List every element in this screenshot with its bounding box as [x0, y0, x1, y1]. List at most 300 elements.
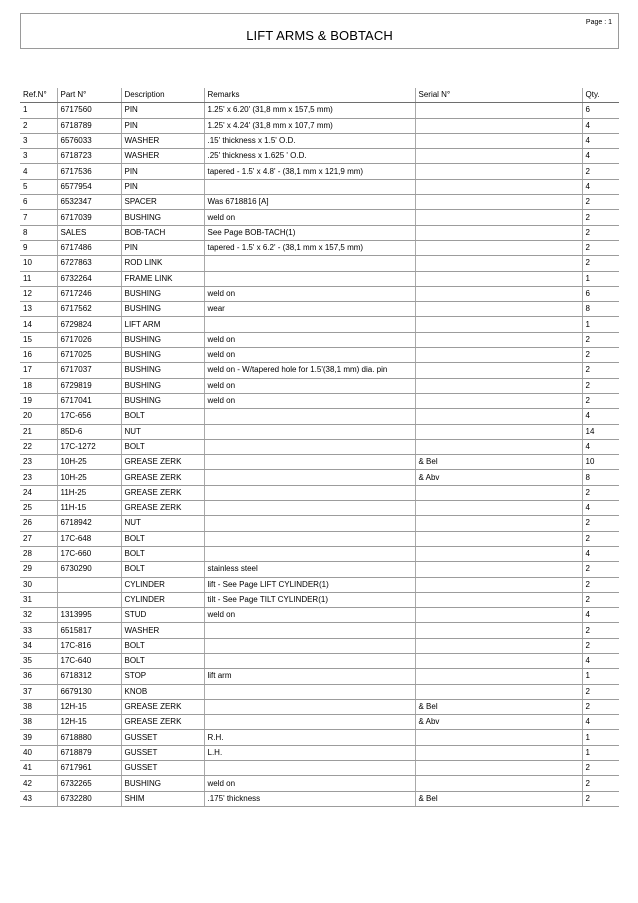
part-no-cell: 6717025	[57, 348, 121, 363]
table-row	[20, 715, 619, 730]
remarks-cell: tilt - See Page TILT CYLINDER(1)	[204, 592, 415, 607]
remarks-cell: weld on	[204, 210, 415, 225]
serial-no-cell: & Bel	[415, 455, 582, 470]
part-no-cell: 6717026	[57, 332, 121, 347]
ref-no-cell: 11	[20, 271, 57, 286]
serial-no-cell	[415, 776, 582, 791]
qty-cell: 4	[582, 149, 619, 164]
remarks-cell: weld on	[204, 776, 415, 791]
description-cell: WASHER	[121, 149, 204, 164]
part-no-cell: 10H-25	[57, 455, 121, 470]
ref-no-cell: 23	[20, 455, 57, 470]
remarks-cell: weld on	[204, 348, 415, 363]
ref-no-cell: 26	[20, 516, 57, 531]
description-cell: BOLT	[121, 638, 204, 653]
qty-cell: 4	[582, 653, 619, 668]
table-row	[20, 745, 619, 760]
ref-no-cell: 30	[20, 577, 57, 592]
serial-no-cell	[415, 256, 582, 271]
remarks-cell: 1.25' x 6.20' (31,8 mm x 157,5 mm)	[204, 103, 415, 118]
remarks-cell: weld on	[204, 378, 415, 393]
table-row	[20, 516, 619, 531]
part-no-cell: 17C-660	[57, 546, 121, 561]
serial-no-cell	[415, 149, 582, 164]
remarks-cell	[204, 516, 415, 531]
qty-cell: 4	[582, 439, 619, 454]
description-cell: PIN	[121, 179, 204, 194]
table-row	[20, 776, 619, 791]
remarks-cell: lift arm	[204, 669, 415, 684]
part-no-cell: 6532347	[57, 195, 121, 210]
qty-cell: 2	[582, 699, 619, 714]
serial-no-cell	[415, 653, 582, 668]
description-cell: BUSHING	[121, 286, 204, 301]
qty-cell: 2	[582, 638, 619, 653]
description-cell: FRAME LINK	[121, 271, 204, 286]
remarks-cell: .15' thickness x 1.5' O.D.	[204, 133, 415, 148]
part-no-cell: 6717536	[57, 164, 121, 179]
ref-no-cell: 41	[20, 761, 57, 776]
remarks-cell	[204, 546, 415, 561]
description-cell: LIFT ARM	[121, 317, 204, 332]
qty-cell: 4	[582, 179, 619, 194]
ref-no-cell: 8	[20, 225, 57, 240]
ref-no-cell: 36	[20, 669, 57, 684]
serial-no-cell	[415, 348, 582, 363]
serial-no-cell	[415, 332, 582, 347]
table-row	[20, 531, 619, 546]
ref-no-cell: 16	[20, 348, 57, 363]
table-row	[20, 608, 619, 623]
remarks-cell	[204, 761, 415, 776]
serial-no-cell	[415, 562, 582, 577]
part-no-cell: SALES	[57, 225, 121, 240]
part-no-cell: 6727863	[57, 256, 121, 271]
remarks-cell: weld on	[204, 286, 415, 301]
qty-cell: 2	[582, 623, 619, 638]
qty-cell: 2	[582, 378, 619, 393]
remarks-cell	[204, 501, 415, 516]
table-row	[20, 240, 619, 255]
qty-cell: 2	[582, 516, 619, 531]
table-row	[20, 317, 619, 332]
ref-no-cell: 43	[20, 791, 57, 806]
description-cell: BOLT	[121, 531, 204, 546]
table-row	[20, 653, 619, 668]
remarks-cell: weld on - W/tapered hole for 1.5'(38,1 mm) dia. pin	[204, 363, 415, 378]
serial-no-cell	[415, 210, 582, 225]
serial-no-cell	[415, 409, 582, 424]
description-cell: STUD	[121, 608, 204, 623]
table-row	[20, 455, 619, 470]
qty-cell: 8	[582, 470, 619, 485]
ref-no-cell: 38	[20, 699, 57, 714]
part-no-cell: 6718312	[57, 669, 121, 684]
serial-no-cell	[415, 745, 582, 760]
serial-no-cell	[415, 393, 582, 408]
table-row	[20, 501, 619, 516]
table-row	[20, 638, 619, 653]
table-row	[20, 195, 619, 210]
ref-no-cell: 24	[20, 485, 57, 500]
qty-cell: 2	[582, 531, 619, 546]
description-cell: SHIM	[121, 791, 204, 806]
qty-cell: 2	[582, 164, 619, 179]
remarks-cell	[204, 179, 415, 194]
ref-no-cell: 13	[20, 302, 57, 317]
qty-cell: 2	[582, 363, 619, 378]
serial-no-cell	[415, 133, 582, 148]
qty-cell: 2	[582, 684, 619, 699]
serial-no-cell: & Abv	[415, 715, 582, 730]
table-row	[20, 730, 619, 745]
table-row	[20, 546, 619, 561]
qty-cell: 4	[582, 409, 619, 424]
serial-no-cell	[415, 592, 582, 607]
serial-no-cell	[415, 378, 582, 393]
serial-no-cell	[415, 761, 582, 776]
description-cell: BUSHING	[121, 378, 204, 393]
part-no-cell: 11H-25	[57, 485, 121, 500]
ref-no-cell: 5	[20, 179, 57, 194]
part-no-cell: 6718723	[57, 149, 121, 164]
qty-cell: 2	[582, 225, 619, 240]
description-cell: SPACER	[121, 195, 204, 210]
ref-no-cell: 34	[20, 638, 57, 653]
description-cell: GREASE ZERK	[121, 699, 204, 714]
part-no-cell: 6576033	[57, 133, 121, 148]
table-row	[20, 210, 619, 225]
remarks-cell: tapered - 1.5' x 4.8' - (38,1 mm x 121,9 mm)	[204, 164, 415, 179]
ref-no-cell: 25	[20, 501, 57, 516]
serial-no-cell	[415, 623, 582, 638]
table-row	[20, 669, 619, 684]
part-no-cell: 6718789	[57, 118, 121, 133]
part-no-cell: 6732265	[57, 776, 121, 791]
ref-no-cell: 3	[20, 149, 57, 164]
serial-no-cell	[415, 669, 582, 684]
part-no-cell: 6717486	[57, 240, 121, 255]
table-row	[20, 286, 619, 301]
part-no-cell: 6732264	[57, 271, 121, 286]
serial-no-cell	[415, 240, 582, 255]
qty-cell: 2	[582, 256, 619, 271]
part-no-cell: 6577954	[57, 179, 121, 194]
qty-cell: 14	[582, 424, 619, 439]
column-header-description: Description	[121, 88, 204, 103]
part-no-cell: 6717037	[57, 363, 121, 378]
serial-no-cell	[415, 195, 582, 210]
description-cell: WASHER	[121, 623, 204, 638]
serial-no-cell	[415, 531, 582, 546]
ref-no-cell: 3	[20, 133, 57, 148]
description-cell: KNOB	[121, 684, 204, 699]
ref-no-cell: 17	[20, 363, 57, 378]
description-cell: BUSHING	[121, 393, 204, 408]
qty-cell: 2	[582, 592, 619, 607]
part-no-cell: 17C-640	[57, 653, 121, 668]
qty-cell: 2	[582, 791, 619, 806]
table-row	[20, 409, 619, 424]
serial-no-cell	[415, 501, 582, 516]
qty-cell: 2	[582, 240, 619, 255]
parts-table-body	[20, 103, 619, 807]
part-no-cell: 17C-816	[57, 638, 121, 653]
qty-cell: 1	[582, 745, 619, 760]
table-row	[20, 225, 619, 240]
column-header-part-no: Part N°	[57, 88, 121, 103]
remarks-cell: weld on	[204, 332, 415, 347]
qty-cell: 2	[582, 776, 619, 791]
page-number: Page : 1	[585, 19, 612, 26]
ref-no-cell: 6	[20, 195, 57, 210]
part-no-cell: 6717961	[57, 761, 121, 776]
part-no-cell: 17C-648	[57, 531, 121, 546]
qty-cell: 1	[582, 730, 619, 745]
qty-cell: 4	[582, 546, 619, 561]
serial-no-cell	[415, 638, 582, 653]
serial-no-cell	[415, 103, 582, 118]
part-no-cell: 6717562	[57, 302, 121, 317]
serial-no-cell	[415, 546, 582, 561]
table-row	[20, 393, 619, 408]
table-row	[20, 485, 619, 500]
part-no-cell: 6717041	[57, 393, 121, 408]
description-cell: BUSHING	[121, 776, 204, 791]
remarks-cell	[204, 715, 415, 730]
table-row	[20, 118, 619, 133]
qty-cell: 1	[582, 271, 619, 286]
description-cell: BOLT	[121, 439, 204, 454]
serial-no-cell	[415, 439, 582, 454]
description-cell: PIN	[121, 240, 204, 255]
serial-no-cell: & Bel	[415, 699, 582, 714]
remarks-cell	[204, 623, 415, 638]
description-cell: WASHER	[121, 133, 204, 148]
qty-cell: 6	[582, 103, 619, 118]
description-cell: NUT	[121, 516, 204, 531]
serial-no-cell	[415, 317, 582, 332]
remarks-cell: tapered - 1.5' x 6.2' - (38,1 mm x 157,5 mm)	[204, 240, 415, 255]
remarks-cell	[204, 684, 415, 699]
part-no-cell: 17C-656	[57, 409, 121, 424]
table-row	[20, 791, 619, 806]
table-row	[20, 302, 619, 317]
serial-no-cell	[415, 118, 582, 133]
ref-no-cell: 15	[20, 332, 57, 347]
remarks-cell: weld on	[204, 393, 415, 408]
table-header-row	[20, 88, 619, 103]
table-row	[20, 699, 619, 714]
remarks-cell: R.H.	[204, 730, 415, 745]
remarks-cell	[204, 424, 415, 439]
ref-no-cell: 40	[20, 745, 57, 760]
ref-no-cell: 4	[20, 164, 57, 179]
serial-no-cell	[415, 485, 582, 500]
ref-no-cell: 14	[20, 317, 57, 332]
table-row	[20, 470, 619, 485]
qty-cell: 8	[582, 302, 619, 317]
description-cell: BUSHING	[121, 348, 204, 363]
parts-table	[20, 88, 619, 807]
description-cell: CYLINDER	[121, 577, 204, 592]
table-row	[20, 332, 619, 347]
qty-cell: 2	[582, 485, 619, 500]
remarks-cell: .25' thickness x 1.625 ' O.D.	[204, 149, 415, 164]
document-title: LIFT ARMS & BOBTACH	[246, 28, 393, 43]
column-header-serial-no: Serial N°	[415, 88, 582, 103]
ref-no-cell: 2	[20, 118, 57, 133]
table-row	[20, 363, 619, 378]
qty-cell: 4	[582, 715, 619, 730]
remarks-cell: stainless steel	[204, 562, 415, 577]
column-header-remarks: Remarks	[204, 88, 415, 103]
description-cell: BUSHING	[121, 210, 204, 225]
serial-no-cell	[415, 225, 582, 240]
ref-no-cell: 20	[20, 409, 57, 424]
qty-cell: 2	[582, 577, 619, 592]
description-cell: BOLT	[121, 546, 204, 561]
serial-no-cell	[415, 179, 582, 194]
table-row	[20, 256, 619, 271]
part-no-cell: 1313995	[57, 608, 121, 623]
part-no-cell: 12H-15	[57, 699, 121, 714]
serial-no-cell	[415, 271, 582, 286]
ref-no-cell: 42	[20, 776, 57, 791]
description-cell: PIN	[121, 103, 204, 118]
column-header-qty: Qty.	[582, 88, 619, 103]
serial-no-cell	[415, 286, 582, 301]
remarks-cell	[204, 699, 415, 714]
part-no-cell: 85D-6	[57, 424, 121, 439]
serial-no-cell	[415, 577, 582, 592]
ref-no-cell: 29	[20, 562, 57, 577]
qty-cell: 2	[582, 562, 619, 577]
remarks-cell: wear	[204, 302, 415, 317]
description-cell: GREASE ZERK	[121, 455, 204, 470]
serial-no-cell	[415, 516, 582, 531]
description-cell: BOLT	[121, 409, 204, 424]
part-no-cell: 6515817	[57, 623, 121, 638]
table-row	[20, 562, 619, 577]
qty-cell: 2	[582, 210, 619, 225]
part-no-cell: 6717039	[57, 210, 121, 225]
remarks-cell: L.H.	[204, 745, 415, 760]
description-cell: STOP	[121, 669, 204, 684]
remarks-cell	[204, 485, 415, 500]
part-no-cell: 10H-25	[57, 470, 121, 485]
description-cell: GREASE ZERK	[121, 501, 204, 516]
qty-cell: 10	[582, 455, 619, 470]
qty-cell: 2	[582, 348, 619, 363]
serial-no-cell	[415, 164, 582, 179]
table-row	[20, 133, 619, 148]
table-row	[20, 592, 619, 607]
ref-no-cell: 18	[20, 378, 57, 393]
table-row	[20, 179, 619, 194]
serial-no-cell	[415, 363, 582, 378]
serial-no-cell	[415, 730, 582, 745]
ref-no-cell: 39	[20, 730, 57, 745]
ref-no-cell: 35	[20, 653, 57, 668]
ref-no-cell: 7	[20, 210, 57, 225]
part-no-cell: 6718879	[57, 745, 121, 760]
part-no-cell: 11H-15	[57, 501, 121, 516]
table-row	[20, 424, 619, 439]
part-no-cell: 6717560	[57, 103, 121, 118]
serial-no-cell	[415, 608, 582, 623]
part-no-cell: 12H-15	[57, 715, 121, 730]
qty-cell: 4	[582, 118, 619, 133]
table-row	[20, 149, 619, 164]
ref-no-cell: 37	[20, 684, 57, 699]
description-cell: BUSHING	[121, 302, 204, 317]
ref-no-cell: 12	[20, 286, 57, 301]
remarks-cell: .175' thickness	[204, 791, 415, 806]
description-cell: BOLT	[121, 562, 204, 577]
serial-no-cell: & Abv	[415, 470, 582, 485]
ref-no-cell: 33	[20, 623, 57, 638]
description-cell: BOB-TACH	[121, 225, 204, 240]
table-row	[20, 164, 619, 179]
serial-no-cell	[415, 302, 582, 317]
serial-no-cell	[415, 684, 582, 699]
description-cell: ROD LINK	[121, 256, 204, 271]
qty-cell: 4	[582, 501, 619, 516]
table-row	[20, 761, 619, 776]
table-row	[20, 684, 619, 699]
ref-no-cell: 31	[20, 592, 57, 607]
column-header-ref-no: Ref.N°	[20, 88, 57, 103]
qty-cell: 4	[582, 133, 619, 148]
table-row	[20, 103, 619, 118]
description-cell: GUSSET	[121, 730, 204, 745]
remarks-cell	[204, 439, 415, 454]
remarks-cell	[204, 638, 415, 653]
remarks-cell	[204, 455, 415, 470]
part-no-cell: 6718942	[57, 516, 121, 531]
part-no-cell	[57, 592, 121, 607]
description-cell: BOLT	[121, 653, 204, 668]
part-no-cell: 6730290	[57, 562, 121, 577]
remarks-cell	[204, 271, 415, 286]
qty-cell: 2	[582, 332, 619, 347]
ref-no-cell: 27	[20, 531, 57, 546]
remarks-cell: See Page BOB-TACH(1)	[204, 225, 415, 240]
part-no-cell: 6729819	[57, 378, 121, 393]
ref-no-cell: 22	[20, 439, 57, 454]
part-no-cell: 6679130	[57, 684, 121, 699]
qty-cell: 6	[582, 286, 619, 301]
page-header	[20, 13, 619, 49]
qty-cell: 4	[582, 608, 619, 623]
table-row	[20, 577, 619, 592]
ref-no-cell: 1	[20, 103, 57, 118]
part-no-cell: 17C-1272	[57, 439, 121, 454]
description-cell: CYLINDER	[121, 592, 204, 607]
description-cell: NUT	[121, 424, 204, 439]
remarks-cell: 1.25' x 4.24' (31,8 mm x 107,7 mm)	[204, 118, 415, 133]
part-no-cell: 6729824	[57, 317, 121, 332]
part-no-cell: 6717246	[57, 286, 121, 301]
ref-no-cell: 28	[20, 546, 57, 561]
table-row	[20, 348, 619, 363]
description-cell: GREASE ZERK	[121, 715, 204, 730]
description-cell: PIN	[121, 118, 204, 133]
qty-cell: 2	[582, 195, 619, 210]
description-cell: GREASE ZERK	[121, 470, 204, 485]
description-cell: BUSHING	[121, 363, 204, 378]
